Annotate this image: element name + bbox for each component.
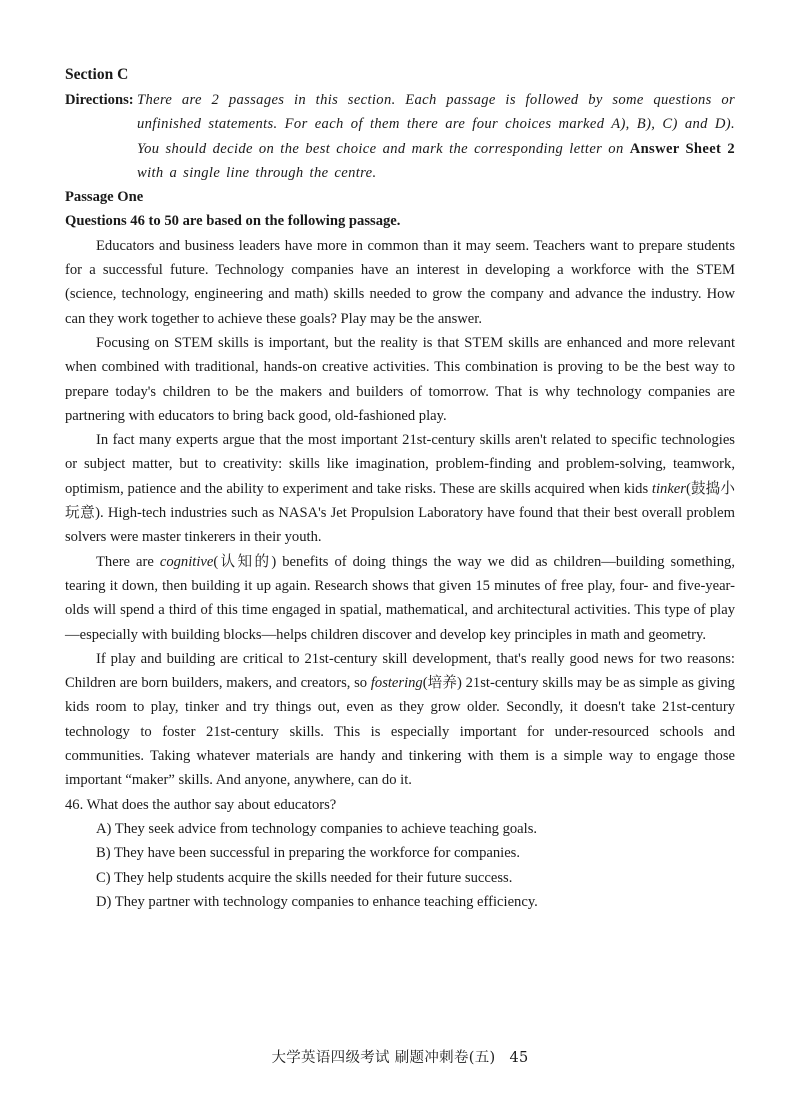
section-title: Section C (65, 66, 129, 83)
directions-text (137, 88, 735, 185)
gloss-cognitive: (认知的) (213, 553, 277, 570)
directions-label: Directions: (65, 92, 134, 108)
paragraph-1: Educators and business leaders have more in common than it may seem. Teachers want to prepare students for a successful future. Technology companies have an interest in developing a workforce with the STEM (science, technology, engineering and math) skills needed to grow the company and advance the industry. How can they work together to achieve these goals? Play may be the answer. (65, 237, 735, 327)
footer-title: 大学英语四级考试 刷题冲刺卷(五) (271, 1050, 496, 1066)
document-page (65, 62, 735, 914)
paragraph-4-text-b: benefits of doing things the way we did as children—building something, tearing it down, then building it up again. Research shows that given 15 minutes of free play, four- and five-year-olds will spend a third of this time engaged in spatial, mathematical, and architectural activities. This type of play—especially with building blocks—helps children discover and develop key principles in math and geometry. (65, 553, 735, 643)
term-cognitive: cognitive (159, 553, 214, 570)
term-tinker: tinker (651, 480, 686, 497)
term-fostering: fostering (370, 675, 423, 692)
page-number: 45 (509, 1050, 529, 1066)
option-a: A) They seek advice from technology companies to achieve teaching goals. (96, 820, 538, 837)
page-footer (0, 1046, 800, 1067)
passage-label: Passage One (65, 189, 144, 206)
paragraph-3 (65, 428, 735, 549)
gloss-tinker: (鼓捣小玩意) (65, 480, 735, 522)
question-46-options (65, 817, 735, 914)
paragraph-5 (65, 647, 735, 793)
paragraph-4-text-a: There are (96, 553, 160, 570)
directions-text-part2: with a single line through the centre. (137, 164, 377, 181)
directions-block (65, 88, 735, 185)
option-b: B) They have been successful in preparing the workforce for companies. (96, 845, 521, 862)
paragraph-5-text-b: 21st-century skills may be as simple as giving kids room to play, tinker and try things out, even as they grow older. Secondly, it doesn't take 21st-century technology to foster 21st-century skills. This is especially important for under-resourced schools and communities. Taking whatever materials are handy and tinkering with them is a simple way to engage those important “maker” skills. And anyone, anywhere, can do it. (65, 675, 735, 789)
directions-answer-sheet: Answer Sheet 2 (629, 140, 735, 157)
questions-intro: Questions 46 to 50 are based on the following passage. (65, 213, 401, 230)
paragraph-5-text-a: If play and building are critical to 21st-century skill development, that's really good news for two reasons: Children are born builders, makers, and creators, so (65, 650, 735, 692)
question-46-stem: 46. What does the author say about educators? (65, 796, 337, 813)
directions-text-part1: There are 2 passages in this section. Each passage is followed by some questions or unfinished statements. For each of them there are four choices marked A), B), C) and D). You should decide on the best choice and mark the corresponding letter on (137, 92, 735, 157)
option-c: C) They help students acquire the skills needed for their future success. (96, 869, 513, 886)
paragraph-3-text-b: . High-tech industries such as NASA's Jet Propulsion Laboratory have found that their best overall problem solvers were master tinkerers in their youth. (65, 505, 735, 546)
paragraph-4 (65, 550, 735, 647)
paragraph-2: Focusing on STEM skills is important, but the reality is that STEM skills are enhanced and more relevant when combined with traditional, hands-on creative activities. This combination is proving to be the best way to prepare today's children to be the makers and builders of tomorrow. That is why technology companies are partnering with educators to bring back good, old-fashioned play. (65, 334, 735, 424)
paragraph-3-text-a: In fact many experts argue that the most important 21st-century skills aren't related to specific technologies or subject matter, but to creativity: skills like imagination, problem-finding and problem-solving, teamwork, optimism, patience and the ability to experiment and take risks. These are skills acquired when kids (65, 432, 735, 497)
option-d: D) They partner with technology companies to enhance teaching efficiency. (96, 893, 538, 910)
gloss-fostering: (培养) (422, 675, 462, 692)
